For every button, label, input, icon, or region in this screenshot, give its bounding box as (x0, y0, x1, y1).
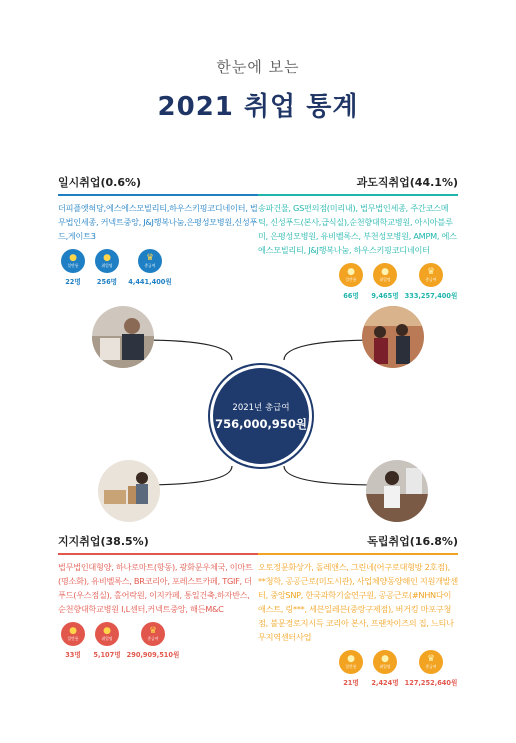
stat-employed (336, 650, 366, 687)
section-divider (258, 553, 458, 555)
stat-value: 66명 (343, 292, 359, 300)
stat-hires (370, 650, 400, 687)
section-text: 더피플엣혀당,에스에스모빌리티,하우스키핑코디네이터, 법무법인세종, 커넥트중앙, J&J행복나눔,은평성모병원,신성푸드,게이트3 (58, 203, 258, 241)
stat-value: 127,252,640원 (404, 679, 458, 687)
crown-icon: ♛ 총급여 (419, 263, 443, 287)
section-title: 지지취업(38.5%) (58, 535, 149, 548)
stat-value: 33명 (65, 651, 81, 659)
total-salary-label: 2021년 총급여 (232, 402, 290, 413)
crown-icon: ♛ 총급여 (138, 249, 162, 273)
person-icon: ● 취업명 (95, 622, 119, 646)
section-title: 독립취업(16.8%) (367, 535, 458, 548)
photo-support (98, 460, 160, 522)
person-icon: ● 취업명 (373, 263, 397, 287)
connector-arrow (140, 340, 232, 360)
stat-value: 2,424명 (371, 679, 399, 687)
stats-row (258, 650, 458, 687)
section-text: 법무법인대형양, 하나로마트(항동), 광화문우체국, 이마트(명소화), 유비벨록스, BR코리아, 포레스트카페, TGIF, 더푸드(우스점실), 홀어락원, 이지카페, 통일건축,하자반스, 순천향대학교병원 I,L센터,커넥트중앙, 해든M&C (58, 562, 253, 614)
stat-value: 256명 (96, 278, 118, 286)
stat-value: 22명 (65, 278, 81, 286)
page-title: 2021 취업 통계 (157, 92, 359, 122)
person-icon: ● 취업명 (95, 249, 119, 273)
person-icon: ● 일반통 (61, 249, 85, 273)
stat-salary (404, 650, 458, 687)
section-title: 과도직취업(44.1%) (356, 176, 458, 189)
stat-value: 333,257,400원 (404, 292, 458, 300)
stat-value: 290,909,510원 (126, 651, 180, 659)
person-icon: ● 일반통 (339, 263, 363, 287)
photo-overwork (362, 306, 424, 368)
section-text: 오토정문화상가, 돌레앤스, 그린네(어구로대형방 2호점), **청학, 공공근로(미도시관), 사업체양동양해인 지원개발센터, 중앙SNP, 한국과학기술연구원, 공공근로(#NHN다이애스트, 링***, 세븐일레븐(중랑구제점), 버거킹 마포구청점, 불문경로지시득 코리아 본사, 프랜차이즈의 집, 느티나무지역센터사업 (258, 562, 458, 642)
crown-icon: ♛ 총급여 (141, 622, 165, 646)
stat-hires (92, 622, 122, 659)
stat-value: 9,465명 (371, 292, 399, 300)
total-salary-value: 756,000,950원 (215, 416, 307, 431)
stat-salary (126, 622, 180, 659)
section-support (58, 533, 258, 659)
page-subtitle: 한눈에 보는 (216, 58, 300, 76)
person-icon: ● 취업명 (373, 650, 397, 674)
connector-arrow (284, 466, 380, 485)
crown-icon: ♛ 총급여 (419, 650, 443, 674)
total-salary-circle (210, 365, 312, 467)
person-icon: ● 일반통 (61, 622, 85, 646)
stat-employed (58, 622, 88, 659)
stat-value: 5,107명 (93, 651, 121, 659)
stat-value: 21명 (343, 679, 359, 687)
section-title: 일시취업(0.6%) (58, 176, 142, 189)
photo-temporary (92, 306, 154, 368)
section-independent (258, 533, 458, 687)
photo-independent (366, 460, 428, 522)
person-icon: ● 일반통 (339, 650, 363, 674)
section-text: 송파건물, GS편의점(미리내), 법무법인세종, 주간코스메틱, 신성푸드(본사,급식실),순천향대학교병원, 아시아블루미, 은평성모병원, 유비벨록스, 부천성모병원, AMPM, 에스에스모빌리티, J&J행복나눔, 하우스키핑코디네이터 (258, 203, 457, 255)
stat-value: 4,441,400원 (128, 278, 172, 286)
section-divider (58, 553, 258, 555)
stats-row (58, 622, 258, 659)
